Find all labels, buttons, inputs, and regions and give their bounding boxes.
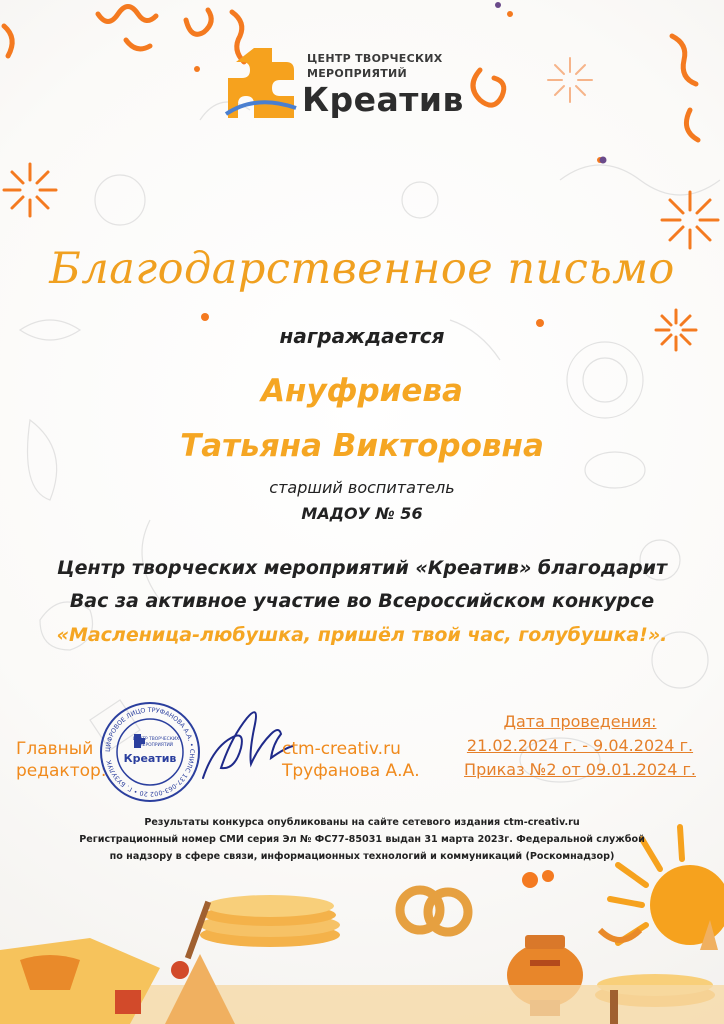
event-date-label: Дата проведения: [503, 712, 657, 731]
footer-line-2: Регистрационный номер СМИ серия Эл № ФС77-85031 выдан 31 марта 2023г. Федеральной службой [79, 834, 645, 845]
editor-details [282, 738, 420, 782]
event-info [455, 710, 705, 782]
editor-label-line-1: Главный [16, 739, 94, 759]
logo-line-2: МЕРОПРИЯТИЙ [307, 67, 408, 80]
stamp-inner-3: Креатив [123, 752, 177, 765]
official-stamp [98, 700, 202, 804]
recipient-surname: Ануфриева [261, 373, 463, 409]
event-date-range: 21.02.2024 г. - 9.04.2024 г. [466, 736, 694, 755]
footer-line-3: по надзору в сфере связи, информационных технологий и коммуникаций (Роскомнадзор) [109, 851, 615, 862]
editor-label-line-2: редактор: [16, 761, 107, 781]
recipient-position: старший воспитатель [269, 478, 455, 497]
editor-label [16, 738, 107, 782]
editor-site-link[interactable]: ctm-creativ.ru [282, 739, 401, 759]
logo-tagline [307, 51, 443, 81]
certificate-title: Благодарственное письмо [49, 244, 675, 294]
event-order: Приказ №2 от 09.01.2024 г. [464, 760, 696, 779]
stamp-inner-2: МЕРОПРИЯТИЙ [138, 743, 174, 748]
footer-line-1: Результаты конкурса опубликованы на сайте сетевого издания ctm-creativ.ru [144, 817, 580, 828]
awarded-label: награждается [279, 324, 445, 348]
logo-line-1: ЦЕНТР ТВОРЧЕСКИХ [307, 52, 443, 65]
recipient-organization: МАДОУ № 56 [301, 504, 423, 523]
recipient-given-names: Татьяна Викторовна [180, 428, 544, 464]
stamp-ring-text: ЦИФРОВОЕ ЛИЦО ТРУФАНОВА А.А. • СНИЛС 137-063-002 20 • Г. БУЗУЛУК [104, 706, 196, 798]
footer-text [0, 814, 724, 865]
stamp-inner-1: ЦЕНТР ТВОРЧЕСКИХ [132, 737, 180, 742]
thanks-line-2: Вас за активное участие во Всероссийском конкурсе [69, 590, 655, 612]
logo-name: Креатив [302, 80, 464, 119]
contest-name: «Масленица-любушка, пришёл твой час, голубушка!». [56, 624, 668, 646]
puzzle-logo-icon [224, 44, 304, 124]
thanks-line-1: Центр творческих мероприятий «Креатив» благодарит [57, 557, 667, 579]
editor-name: Труфанова А.А. [282, 761, 420, 781]
signature-image [195, 698, 295, 788]
